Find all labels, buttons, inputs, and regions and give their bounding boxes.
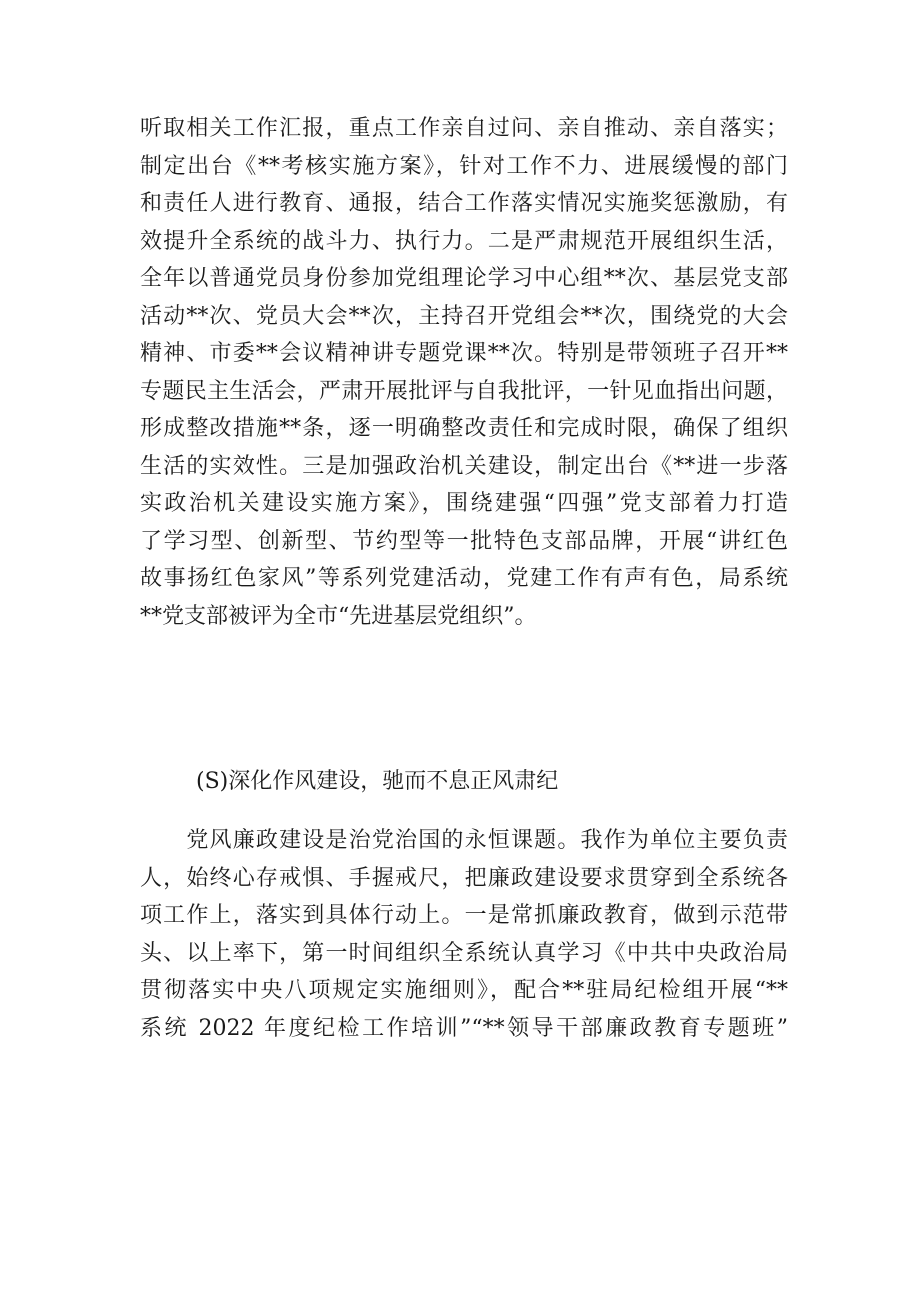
paragraph-line: 人，始终心存戒惧、手握戒尺，把廉政建设要求贯穿到全系统各: [140, 865, 788, 891]
paragraph-line: 听取相关工作汇报，重点工作亲自过问、亲自推动、亲自落实；: [140, 116, 788, 141]
paragraph-line: 制定出台《**考核实施方案》，针对工作不力、进展缓慢的部门: [140, 153, 788, 179]
paragraph-line: 了学习型、创新型、节约型等一批特色支部品牌，开展“讲红色: [140, 528, 788, 554]
paragraph-line: 实政治机关建设实施方案》，围绕建强“四强”党支部着力打造: [140, 491, 788, 516]
body-paragraph-1: [140, 110, 788, 635]
paragraph-line: 专题民主生活会，严肃开展批评与自我批评，一针见血指出问题，: [140, 378, 788, 404]
body-paragraph-2: [140, 822, 788, 1047]
paragraph-line: 系统 2022 年度纪检工作培训”“**领导干部廉政教育专题班”: [140, 1015, 788, 1041]
paragraph-line: 活动**次、党员大会**次，主持召开党组会**次，围绕党的大会: [140, 303, 788, 329]
section-heading: (S)深化作风建设，驰而不息正风肃纪: [196, 769, 559, 794]
paragraph-line: 全年以普通党员身份参加党组理论学习中心组**次、基层党支部: [140, 266, 788, 291]
paragraph-line: 和责任人进行教育、通报，结合工作落实情况实施奖惩激励，有: [140, 191, 788, 216]
paragraph-line: 形成整改措施**条，逐一明确整改责任和完成时限，确保了组织: [140, 416, 788, 441]
paragraph-line: 效提升全系统的战斗力、执行力。二是严肃规范开展组织生活，: [140, 228, 788, 254]
paragraph-line: 党风廉政建设是治党治国的永恒课题。我作为单位主要负责: [140, 828, 788, 853]
paragraph-line: 生活的实效性。三是加强政治机关建设，制定出台《**进一步落: [140, 453, 788, 479]
paragraph-line: 头、以上率下，第一时间组织全系统认真学习《中共中央政治局: [140, 940, 788, 966]
paragraph-line: **党支部被评为全市“先进基层党组织”。: [140, 603, 537, 629]
paragraph-line: 贯彻落实中央八项规定实施细则》，配合**驻局纪检组开展“**: [140, 978, 788, 1003]
paragraph-line: 项工作上，落实到具体行动上。一是常抓廉政教育，做到示范带: [140, 903, 788, 928]
paragraph-line: 故事扬红色家风”等系列党建活动，党建工作有声有色，局系统: [140, 566, 788, 591]
paragraph-line: 精神、市委**会议精神讲专题党课**次。特别是带领班子召开**: [140, 341, 788, 366]
